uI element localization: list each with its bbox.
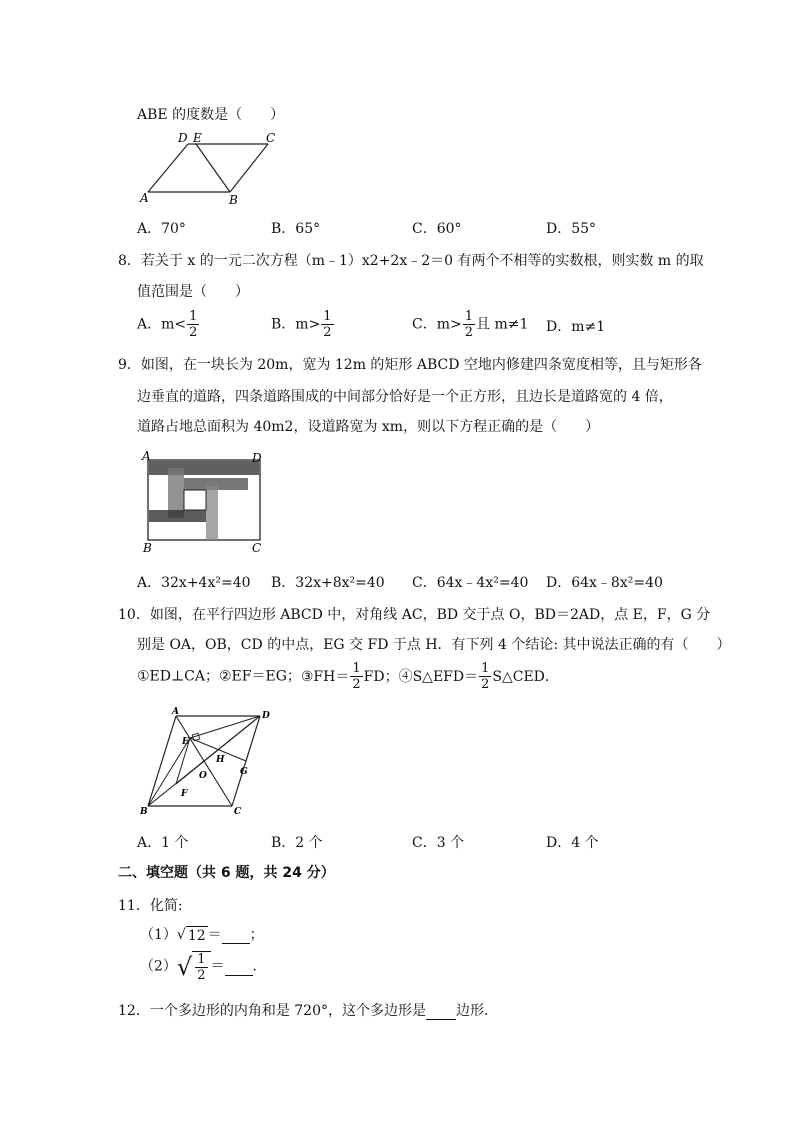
radical-sign-icon: √ bbox=[176, 927, 186, 943]
q10-option-d[interactable]: D．4 个 bbox=[546, 835, 599, 851]
q10-c3-prefix: ③FH＝ bbox=[300, 668, 350, 685]
q7-label-c: C bbox=[266, 131, 276, 145]
q8-option-d[interactable]: D．m≠1 bbox=[546, 319, 606, 335]
q10-label-b: B bbox=[140, 807, 148, 817]
q8-option-c[interactable] bbox=[412, 310, 528, 339]
q8-stem-line2: 值范围是（ ） bbox=[137, 284, 249, 300]
q11-part1-label: （1） bbox=[140, 927, 177, 943]
q9-road-bottom bbox=[149, 510, 206, 522]
q11-stem: 11．化简: bbox=[118, 898, 183, 914]
q10-label-d: D bbox=[262, 711, 270, 721]
radical-sign-icon: √ bbox=[176, 952, 193, 981]
q7-label-e: E bbox=[193, 131, 202, 145]
q7-label-b: B bbox=[229, 193, 238, 207]
q11-part2-end: ． bbox=[252, 958, 267, 975]
fraction-numerator: 1 bbox=[189, 309, 198, 324]
q11-part2-answer-blank[interactable] bbox=[225, 959, 253, 976]
fraction-numerator: 1 bbox=[352, 661, 361, 676]
q10-label-h: H bbox=[216, 755, 225, 765]
q10-conclusions bbox=[137, 662, 559, 691]
q9-label-d: D bbox=[252, 451, 262, 465]
q8-option-c-suffix: 且 m≠1 bbox=[476, 316, 529, 333]
q8-option-c-prefix: C．m> bbox=[412, 316, 462, 333]
q12-answer-blank[interactable] bbox=[426, 1003, 456, 1020]
q10-option-c[interactable]: C．3 个 bbox=[412, 835, 465, 851]
fraction-denominator: 2 bbox=[189, 325, 198, 340]
q11-part1-answer-blank[interactable] bbox=[222, 927, 250, 944]
q8-option-c-fraction bbox=[463, 310, 475, 339]
q10-segment-ba bbox=[148, 716, 176, 806]
fraction-denominator: 2 bbox=[323, 325, 332, 340]
section-heading-fill-in: 二、填空题（共 6 题，共 24 分） bbox=[118, 865, 335, 881]
q11-part2-sqrt bbox=[177, 951, 211, 982]
q11-part2-equals: ＝ bbox=[210, 958, 225, 975]
q7-option-c[interactable]: C．60° bbox=[412, 221, 462, 237]
q10-conclusion-1: ①ED⊥CA； bbox=[137, 668, 219, 685]
q11-part1-radicand: 12 bbox=[187, 928, 206, 944]
q10-segment-ed bbox=[190, 716, 260, 738]
q11-part1-sqrt bbox=[177, 926, 208, 944]
q7-segment-eb bbox=[196, 144, 230, 192]
q9-road-top bbox=[149, 461, 259, 475]
q7-option-a[interactable]: A．70° bbox=[137, 221, 186, 237]
q9-stem-line2: 边垂直的道路，四条道路围成的中间部分恰好是一个正方形，且边长是道路宽的 4 倍， bbox=[137, 389, 673, 405]
q9-stem-line3: 道路占地总面积为 40m2，设道路宽为 xm，则以下方程正确的是（ ） bbox=[137, 419, 600, 435]
q11-part2-fraction bbox=[195, 953, 207, 982]
q10-conclusion-4 bbox=[398, 661, 559, 692]
fraction-denominator: 2 bbox=[352, 677, 361, 692]
q10-stem-line1: 10．如图，在平行四边形 ABCD 中，对角线 AC，BD 交于点 O，BD＝2AD，点 E，F，G 分 bbox=[118, 607, 711, 623]
q9-option-d[interactable]: D．64x﹣8x²=40 bbox=[546, 575, 663, 591]
q10-c4-fraction bbox=[479, 662, 491, 691]
q7-label-d: D bbox=[178, 131, 188, 145]
q7-segment-cb bbox=[230, 144, 268, 192]
fraction-numerator: 1 bbox=[197, 952, 206, 967]
q10-label-a: A bbox=[172, 707, 179, 717]
q10-c4-prefix: ④S△EFD＝ bbox=[398, 668, 479, 685]
q9-option-a[interactable]: A．32x+4x²=40 bbox=[137, 575, 251, 591]
q10-c3-suffix: FD； bbox=[363, 668, 399, 685]
fraction-denominator: 2 bbox=[197, 968, 206, 983]
q10-option-a[interactable]: A．1 个 bbox=[137, 835, 189, 851]
q11-part1-equals: ＝ bbox=[207, 927, 222, 943]
q10-stem-line2: 别是 OA，OB，CD 的中点，EG 交 FD 于点 H．有下列 4 个结论: 其中说法正确的有（ ） bbox=[137, 637, 731, 653]
fraction-numerator: 1 bbox=[481, 661, 490, 676]
q10-figure bbox=[138, 706, 278, 818]
q9-option-c[interactable]: C．64x﹣4x²=40 bbox=[412, 575, 529, 591]
q10-option-b[interactable]: B．2 个 bbox=[271, 835, 323, 851]
q10-conclusion-2: ②EF＝EG； bbox=[218, 668, 301, 685]
q7-figure bbox=[138, 130, 288, 208]
q9-label-a: A bbox=[142, 449, 151, 463]
q10-label-c: C bbox=[234, 807, 242, 817]
fraction-denominator: 2 bbox=[481, 677, 490, 692]
q8-option-b-fraction bbox=[321, 310, 333, 339]
q12-stem bbox=[118, 1000, 498, 1020]
q8-option-a[interactable] bbox=[137, 310, 200, 339]
q11-part2-radicand bbox=[192, 951, 210, 982]
q9-stem-line1: 9．如图，在一块长为 20m，宽为 12m 的矩形 ABCD 空地内修建四条宽度相等，且与矩形各 bbox=[118, 357, 702, 373]
q11-part1 bbox=[140, 924, 264, 944]
q7-option-d[interactable]: D．55° bbox=[546, 221, 597, 237]
q7-label-a: A bbox=[140, 191, 149, 205]
q9-road-right bbox=[206, 486, 218, 540]
q9-label-c: C bbox=[252, 541, 262, 555]
q8-option-b-prefix: B．m> bbox=[271, 316, 321, 333]
q10-label-f: F bbox=[181, 789, 188, 799]
fraction-numerator: 1 bbox=[464, 309, 473, 324]
q7-segment-ad bbox=[148, 144, 188, 192]
q12-suffix: 边形． bbox=[456, 1003, 498, 1019]
q10-label-g: G bbox=[240, 767, 248, 777]
q8-stem-line1: 8．若关于 x 的一元二次方程（m﹣1）x2+2x﹣2＝0 有两个不相等的实数根，则实数 m 的取 bbox=[118, 253, 704, 269]
q10-label-e: E bbox=[182, 737, 189, 747]
q9-label-b: B bbox=[143, 541, 152, 555]
q10-c3-fraction bbox=[350, 662, 362, 691]
q8-option-b[interactable] bbox=[271, 310, 335, 339]
q9-center-square bbox=[184, 490, 206, 510]
q11-part1-end: ； bbox=[249, 927, 264, 943]
q10-conclusion-3 bbox=[300, 661, 399, 692]
q7-option-b[interactable]: B．65° bbox=[271, 221, 321, 237]
fraction-numerator: 1 bbox=[323, 309, 332, 324]
q9-option-b[interactable]: B．32x+8x²=40 bbox=[271, 575, 385, 591]
q8-option-a-fraction bbox=[187, 310, 199, 339]
q9-figure bbox=[140, 448, 270, 556]
fraction-denominator: 2 bbox=[464, 325, 473, 340]
q10-c4-suffix: S△CED． bbox=[492, 668, 559, 685]
q10-label-o: O bbox=[199, 771, 207, 781]
q12-prefix: 12．一个多边形的内角和是 720°，这个多边形是 bbox=[118, 1003, 426, 1019]
q8-option-a-prefix: A．m< bbox=[137, 316, 187, 333]
q11-part2 bbox=[140, 951, 267, 982]
q11-part2-label: （2） bbox=[140, 958, 177, 975]
q7-tail-text: ABE 的度数是（ ） bbox=[137, 107, 285, 123]
